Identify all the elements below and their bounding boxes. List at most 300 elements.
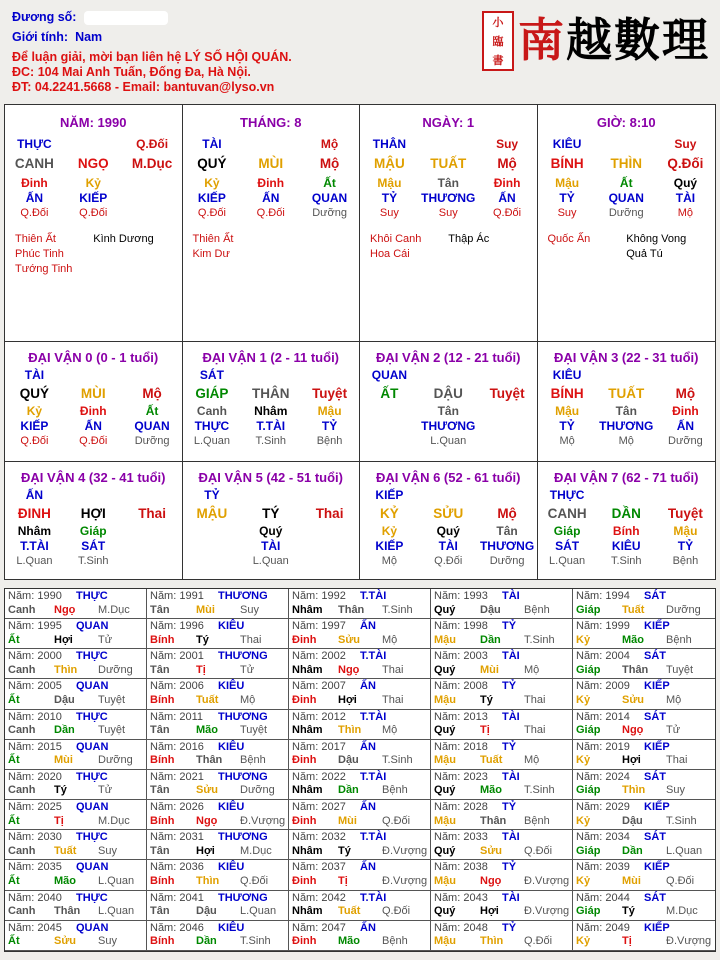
dai-van-title: ĐẠI VẬN 2 (12 - 21 tuổi) xyxy=(376,350,521,365)
year-label: Năm: 2004 xyxy=(576,650,630,663)
year-phase: Thai xyxy=(666,754,688,767)
hidden-stems-row-cell: Đinh xyxy=(21,176,48,190)
year-label: Năm: 2031 xyxy=(150,831,204,844)
year-branch: Dần xyxy=(480,633,501,646)
year-label: Năm: 2020 xyxy=(8,770,62,783)
year-stem: Giáp xyxy=(576,603,601,616)
year-branch: Dậu xyxy=(622,814,643,827)
year-phase: Q.Đối xyxy=(240,874,269,887)
year-god: QUAN xyxy=(76,921,109,934)
hidden-gods-row-cell: TÀI xyxy=(261,539,281,553)
year-stem: Ất xyxy=(8,754,20,767)
year-row-top xyxy=(576,892,713,906)
year-god: THƯƠNG xyxy=(218,710,268,723)
stem-branch-row xyxy=(538,505,716,523)
year-phase: L.Quan xyxy=(666,844,703,857)
year-row-bottom xyxy=(150,664,286,678)
stem-god-row-cell xyxy=(478,488,537,503)
year-cell xyxy=(431,891,573,921)
year-cell xyxy=(573,860,715,890)
year-row-bottom xyxy=(434,754,570,768)
year-phase: Đ.Vượng xyxy=(524,874,570,887)
year-phase: Suy xyxy=(240,603,259,616)
stem-branch-row xyxy=(183,155,360,173)
life-phase-row-cell: T.Sinh xyxy=(610,555,642,567)
year-label: Năm: 2017 xyxy=(292,740,346,753)
hidden-stems-row-cell: Tân xyxy=(496,524,518,538)
year-phase: M.Dục xyxy=(98,603,130,616)
year-row-bottom xyxy=(292,935,428,949)
year-cell xyxy=(431,589,573,619)
hidden-gods-row-cell: THƯƠNG xyxy=(479,539,535,553)
stem-god-row-cell: KIÊU xyxy=(552,368,582,382)
star-name: Không Vong xyxy=(626,233,687,245)
star-name: Quả Tú xyxy=(626,248,663,260)
dai-van-cell xyxy=(5,342,183,461)
year-row-top xyxy=(292,801,428,815)
stem-branch-row-cell: MẬU xyxy=(374,156,405,171)
year-cell xyxy=(431,921,573,951)
year-label: Năm: 2033 xyxy=(434,831,488,844)
year-god: SÁT xyxy=(644,770,666,783)
year-row-top xyxy=(8,650,144,664)
year-god: QUAN xyxy=(76,680,109,693)
stem-god-row-cell xyxy=(300,368,359,383)
life-phase-row-cell: Dưỡng xyxy=(608,207,644,219)
dai-van-row-1 xyxy=(4,342,716,462)
hidden-stems-row-cell: Tân xyxy=(437,176,459,190)
dai-van-cell xyxy=(183,342,361,461)
year-row-bottom xyxy=(292,905,428,919)
year-god: TÀI xyxy=(502,710,520,723)
hidden-stems-row xyxy=(360,524,537,539)
life-phase-row-cell: Mộ xyxy=(618,435,634,447)
year-row-bottom xyxy=(292,604,428,618)
year-row-top xyxy=(8,620,144,634)
hidden-gods-row-cell: QUAN xyxy=(608,191,644,205)
year-branch: Mão xyxy=(338,935,360,948)
year-row-top xyxy=(292,650,428,664)
year-phase: M.Dục xyxy=(240,844,272,857)
hidden-gods-row-cell: KIẾP xyxy=(375,539,404,553)
stars-left xyxy=(370,232,448,262)
year-row-bottom xyxy=(292,875,428,889)
stem-branch-row-cell: Thai xyxy=(315,506,344,521)
year-label: Năm: 2013 xyxy=(434,710,488,723)
year-label: Năm: 2028 xyxy=(434,801,488,814)
year-cell xyxy=(573,830,715,860)
year-god: TỶ xyxy=(502,740,517,753)
year-branch: Thân xyxy=(622,663,649,676)
year-row-top xyxy=(434,620,570,634)
year-label: Năm: 2048 xyxy=(434,921,488,934)
year-row-bottom xyxy=(576,875,713,889)
year-god: ẤN xyxy=(360,861,376,874)
year-row-top xyxy=(576,922,713,936)
year-god: SÁT xyxy=(644,650,666,663)
life-phase-row-cell: Q.Đối xyxy=(493,207,522,219)
year-label: Năm: 2047 xyxy=(292,921,346,934)
year-row-bottom xyxy=(292,784,428,798)
hidden-stems-row xyxy=(5,176,182,191)
stem-god-row xyxy=(360,488,537,503)
year-branch: Hợi xyxy=(196,844,215,857)
dai-van-title: ĐẠI VẬN 0 (0 - 1 tuổi) xyxy=(28,350,159,365)
year-label: Năm: 1999 xyxy=(576,620,630,633)
year-cell xyxy=(573,710,715,740)
year-branch: Thìn xyxy=(54,663,78,676)
year-god: TÀI xyxy=(502,650,520,663)
stem-branch-row-cell: QUÝ xyxy=(19,386,50,401)
year-stem: Nhâm xyxy=(292,905,323,918)
life-phase-row-cell: Dưỡng xyxy=(489,555,525,567)
year-row-bottom xyxy=(576,724,713,738)
star-name: Khôi Canh xyxy=(370,233,422,245)
hidden-gods-row xyxy=(360,191,537,206)
hidden-stems-row xyxy=(183,176,360,191)
year-phase: Bệnh xyxy=(524,814,550,827)
year-label: Năm: 2030 xyxy=(8,831,62,844)
stem-god-row xyxy=(5,368,182,383)
year-label: Năm: 2039 xyxy=(576,861,630,874)
life-phase-row-cell: Dưỡng xyxy=(134,435,170,447)
life-phase-row-cell: Bệnh xyxy=(316,435,343,447)
stem-branch-row-cell: ẤT xyxy=(380,386,399,401)
stem-branch-row-cell: QUÝ xyxy=(197,156,227,171)
year-row-top xyxy=(8,922,144,936)
stem-branch-row-cell: Mộ xyxy=(497,156,517,171)
life-phase-row-cell: T.Sinh xyxy=(77,555,109,567)
hidden-gods-row xyxy=(538,419,716,434)
hidden-gods-row-cell: ẤN xyxy=(676,419,695,433)
year-row-bottom xyxy=(150,604,286,618)
year-branch: Thân xyxy=(480,814,507,827)
year-row-top xyxy=(8,680,144,694)
year-phase: Bệnh xyxy=(524,603,550,616)
year-god: KIÊU xyxy=(218,801,245,814)
hidden-gods-row-cell: T.TÀI xyxy=(20,539,49,553)
year-branch: Mão xyxy=(622,633,644,646)
star-name: Hoa Cái xyxy=(370,248,410,260)
four-pillars-grid xyxy=(4,104,716,342)
year-god: KIÊU xyxy=(218,921,245,934)
hidden-gods-row-cell: THƯƠNG xyxy=(421,191,476,205)
hidden-gods-row-cell: TÀI xyxy=(675,191,696,205)
hidden-stems-row-cell: Đinh xyxy=(257,176,285,190)
stem-god-row-cell xyxy=(597,137,656,152)
stem-branch-row-cell: SỬU xyxy=(433,506,464,521)
year-label: Năm: 1993 xyxy=(434,590,488,602)
year-branch: Ngọ xyxy=(622,724,644,737)
stem-god-row-cell: TÀI xyxy=(202,137,222,151)
stem-branch-row xyxy=(5,385,182,403)
hidden-stems-row-cell: Mậu xyxy=(555,176,580,190)
year-row-top xyxy=(576,711,713,725)
year-label: Năm: 2021 xyxy=(150,770,204,783)
year-stem: Tân xyxy=(150,844,170,857)
hidden-gods-row-cell xyxy=(123,191,182,206)
year-phase: Suy xyxy=(666,784,685,797)
year-cell xyxy=(431,860,573,890)
stem-god-row-cell: KIÊU xyxy=(552,137,582,151)
year-row-top xyxy=(292,892,428,906)
stem-god-row-cell: TÀI xyxy=(24,368,45,382)
hidden-gods-row-cell: THƯƠNG xyxy=(421,419,476,433)
year-row-bottom xyxy=(150,905,286,919)
contact-line-1: Để luận giải, mời bạn liên hệ LÝ SỐ HỘI QUÁN. xyxy=(12,50,292,64)
year-row-top xyxy=(292,831,428,845)
hidden-stems-row xyxy=(183,524,360,539)
year-row-top xyxy=(292,680,428,694)
year-row-top xyxy=(576,831,713,845)
year-cell xyxy=(431,710,573,740)
year-phase: Bệnh xyxy=(382,784,408,797)
year-branch: Tuất xyxy=(196,693,219,706)
year-stem: Giáp xyxy=(576,724,601,737)
year-stem: Mậu xyxy=(434,935,456,948)
year-phase: Tử xyxy=(666,724,681,737)
year-row-top xyxy=(576,680,713,694)
stem-branch-row xyxy=(538,155,716,173)
life-phase-row-cell: Q.Đối xyxy=(256,207,285,219)
stem-branch-row xyxy=(5,155,182,173)
hidden-stems-row-cell: Ất xyxy=(619,176,633,190)
year-god: THỰC xyxy=(76,590,108,602)
stem-god-row-cell xyxy=(123,488,182,503)
year-row-top xyxy=(434,771,570,785)
year-god: T.TÀI xyxy=(360,891,387,904)
hidden-stems-row-cell: Ất xyxy=(145,404,159,418)
year-stem: Bính xyxy=(150,874,175,887)
dai-van-title: ĐẠI VẬN 1 (2 - 11 tuổi) xyxy=(202,350,340,365)
year-cell xyxy=(147,921,289,951)
dai-van-cell xyxy=(538,462,716,579)
year-label: Năm: 2000 xyxy=(8,650,62,663)
stem-branch-row-cell: THÂN xyxy=(251,386,290,401)
year-branch: Mão xyxy=(196,724,218,737)
year-phase: Bệnh xyxy=(240,754,266,767)
stem-branch-row xyxy=(5,505,182,523)
pillar-title: NĂM: 1990 xyxy=(60,115,127,130)
year-phase: Dưỡng xyxy=(98,663,133,676)
contact-line-3: ĐT: 04.2241.5668 - Email: bantuvan@lyso.vn xyxy=(12,80,275,94)
stem-branch-row-cell: MÙI xyxy=(80,386,106,401)
stem-branch-row-cell: GIÁP xyxy=(195,386,229,401)
stem-branch-row-cell: NGỌ xyxy=(77,156,109,171)
stem-branch-row-cell: M.Dục xyxy=(131,156,173,171)
year-row-bottom xyxy=(150,815,286,829)
year-stem: Quý xyxy=(434,844,456,857)
stem-god-row xyxy=(360,368,537,383)
year-cell xyxy=(147,891,289,921)
year-row-top xyxy=(576,590,713,604)
year-row-bottom xyxy=(576,664,713,678)
stem-branch-row-cell: Mộ xyxy=(319,156,340,171)
year-branch: Hợi xyxy=(338,693,357,706)
year-god: KIÊU xyxy=(218,620,245,633)
year-stem: Giáp xyxy=(576,663,601,676)
red-seal-stamp: 小 臨 書 xyxy=(482,11,514,71)
stem-god-row-cell: QUAN xyxy=(371,368,408,382)
year-phase: Bệnh xyxy=(382,935,408,948)
year-god: THƯƠNG xyxy=(218,831,268,844)
year-row-top xyxy=(434,680,570,694)
year-stem: Bính xyxy=(150,935,175,948)
year-god: T.TÀI xyxy=(360,590,387,602)
stem-branch-row-cell: THÌN xyxy=(610,156,642,171)
year-cell xyxy=(573,589,715,619)
hidden-gods-row-cell: KIẾP xyxy=(197,191,226,205)
owner-label: Đương số: xyxy=(12,10,77,24)
stem-god-row xyxy=(538,137,716,152)
hidden-gods-row-cell: SÁT xyxy=(555,539,580,553)
year-stem: Giáp xyxy=(576,905,601,918)
year-god: QUAN xyxy=(76,740,109,753)
star-name: Tướng Tinh xyxy=(15,263,73,275)
hidden-gods-row xyxy=(183,419,360,434)
year-stem: Tân xyxy=(150,784,170,797)
year-row-bottom xyxy=(150,634,286,648)
year-god: ẤN xyxy=(360,801,376,814)
year-cell xyxy=(431,740,573,770)
hidden-gods-row-cell: TÀI xyxy=(438,539,458,553)
year-cell xyxy=(573,921,715,951)
life-phase-row xyxy=(5,554,182,568)
year-label: Năm: 2009 xyxy=(576,680,630,693)
year-label: Năm: 2049 xyxy=(576,921,630,934)
year-row-bottom xyxy=(150,724,286,738)
year-label: Năm: 2042 xyxy=(292,891,346,904)
year-cell xyxy=(573,891,715,921)
stem-god-row xyxy=(183,137,360,152)
year-branch: Sửu xyxy=(54,935,77,948)
hidden-stems-row-cell: Kỷ xyxy=(85,176,101,190)
year-row-bottom xyxy=(434,935,570,949)
year-phase: Q.Đối xyxy=(382,814,411,827)
hidden-gods-row-cell: TỶ xyxy=(381,191,398,205)
year-branch: Thìn xyxy=(338,724,362,737)
year-phase: Dưỡng xyxy=(240,784,275,797)
year-label: Năm: 2027 xyxy=(292,801,346,814)
hidden-stems-row xyxy=(538,176,716,191)
pillar-cell xyxy=(183,105,361,341)
stem-branch-row xyxy=(360,385,537,403)
year-god: TÀI xyxy=(502,770,520,783)
year-row-bottom xyxy=(150,935,286,949)
life-phase-row-cell: Suy xyxy=(557,207,577,219)
stem-god-row-cell xyxy=(123,368,182,383)
year-cell xyxy=(289,619,431,649)
stars-block xyxy=(183,232,360,262)
year-god: KIÊU xyxy=(218,861,245,874)
year-label: Năm: 2038 xyxy=(434,861,488,874)
year-label: Năm: 2016 xyxy=(150,740,204,753)
life-phase-row xyxy=(538,554,716,568)
year-branch: Dần xyxy=(338,784,359,797)
year-stem: Canh xyxy=(8,905,36,918)
year-branch: Tị xyxy=(196,663,206,676)
hidden-stems-row-cell: Giáp xyxy=(553,524,581,538)
year-stem: Mậu xyxy=(434,754,456,767)
year-phase: Tử xyxy=(240,663,255,676)
year-row-bottom xyxy=(434,845,570,859)
year-row-bottom xyxy=(434,784,570,798)
year-label: Năm: 2041 xyxy=(150,891,204,904)
year-row-bottom xyxy=(434,905,570,919)
year-row-top xyxy=(434,892,570,906)
stem-god-row-cell: TỶ xyxy=(204,488,220,502)
year-god: T.TÀI xyxy=(360,650,387,663)
year-row-top xyxy=(8,801,144,815)
stars-left xyxy=(15,232,93,277)
year-god: KIÊU xyxy=(218,680,245,693)
year-stem: Giáp xyxy=(576,784,601,797)
year-row-top xyxy=(8,590,144,604)
stem-branch-row-cell: CANH xyxy=(547,506,587,521)
year-phase: Thai xyxy=(524,724,546,737)
year-row-bottom xyxy=(150,754,286,768)
year-row-bottom xyxy=(576,815,713,829)
year-phase: T.Sinh xyxy=(524,784,555,797)
year-stem: Kỷ xyxy=(576,874,591,887)
pillar-cell xyxy=(5,105,183,341)
stem-god-row-cell xyxy=(241,368,300,383)
year-row-top xyxy=(150,922,286,936)
year-row-bottom xyxy=(150,845,286,859)
star-name: Quốc Ấn xyxy=(547,233,591,245)
year-branch: Tý xyxy=(622,905,635,918)
year-phase: T.Sinh xyxy=(382,603,413,616)
hidden-gods-row-cell: ẤN xyxy=(498,191,516,205)
star-name: Phúc Tinh xyxy=(15,248,64,260)
star-name: Kim Dư xyxy=(192,248,230,260)
year-branch: Dần xyxy=(196,935,217,948)
year-cell xyxy=(5,679,147,709)
year-label: Năm: 2015 xyxy=(8,740,62,753)
year-god: SÁT xyxy=(644,891,666,904)
year-phase: M.Dục xyxy=(666,905,698,918)
stem-god-row-cell xyxy=(656,368,715,383)
year-row-top xyxy=(150,861,286,875)
life-phase-row-cell xyxy=(183,554,242,568)
hidden-gods-row-cell: ẤN xyxy=(25,191,44,205)
hidden-gods-row-cell xyxy=(360,419,419,434)
year-phase: Đ.Vượng xyxy=(240,814,286,827)
year-cell xyxy=(5,649,147,679)
year-cell xyxy=(147,830,289,860)
hidden-stems-row-cell xyxy=(183,524,242,539)
hidden-stems-row-cell: Kỷ xyxy=(381,524,398,538)
year-branch: Mùi xyxy=(196,603,215,616)
year-row-bottom xyxy=(292,724,428,738)
year-branch: Sửu xyxy=(338,633,361,646)
hidden-gods-row-cell xyxy=(478,419,537,434)
stem-god-row xyxy=(5,488,182,503)
life-phase-row-cell: L.Quan xyxy=(430,435,467,447)
stars-right xyxy=(626,232,705,262)
hidden-gods-row xyxy=(5,419,182,434)
year-label: Năm: 2046 xyxy=(150,921,204,934)
life-phase-row xyxy=(183,554,360,568)
stem-branch-row xyxy=(538,385,716,403)
stem-god-row-cell xyxy=(419,488,478,503)
year-label: Năm: 2011 xyxy=(150,710,203,723)
year-cell xyxy=(431,830,573,860)
year-phase: Suy xyxy=(98,935,117,948)
stem-branch-row xyxy=(183,385,360,403)
year-phase: T.Sinh xyxy=(666,814,697,827)
life-phase-row-cell: Q.Đối xyxy=(79,435,108,447)
